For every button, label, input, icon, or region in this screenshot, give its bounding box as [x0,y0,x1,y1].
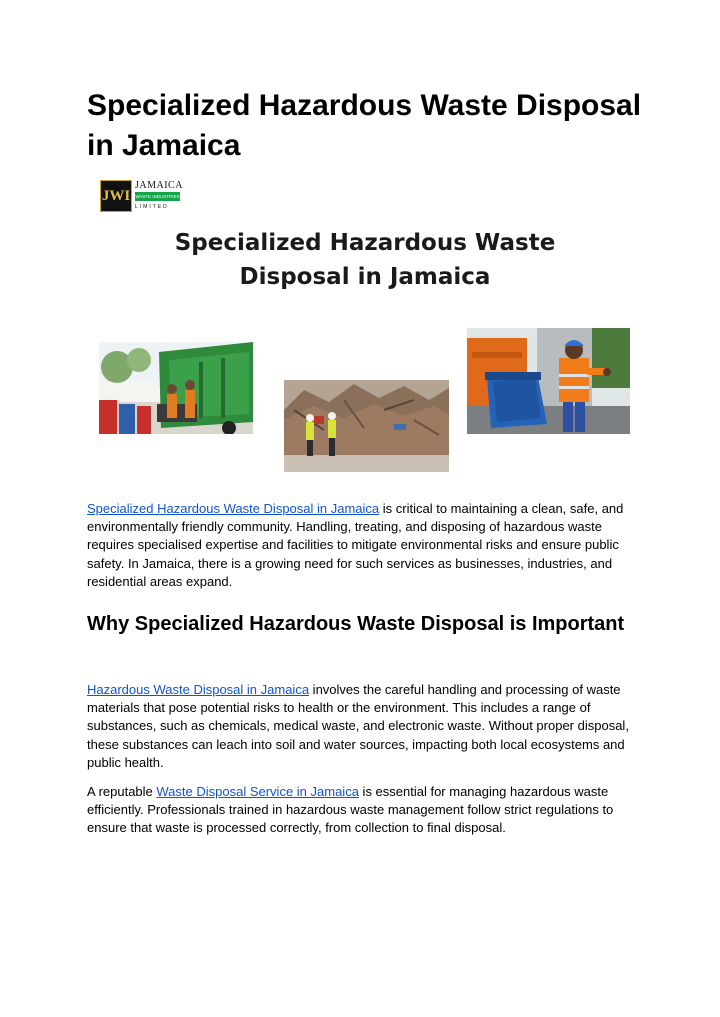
logo-monogram: JWI [100,180,132,212]
section-paragraph-2 [87,783,642,838]
banner-heading-line-1: Specialized Hazardous Waste [174,230,556,256]
scrap-yard-workers-photo [284,380,449,472]
section-heading: Why Specialized Hazardous Waste Disposal is Important [87,613,625,635]
logo-line-3: LIMITED [135,204,169,210]
garbage-truck-workers-photo [99,342,253,434]
worker-with-bins-photo [467,328,630,434]
hero-banner [95,176,635,476]
hazardous-waste-link[interactable]: Hazardous Waste Disposal in Jamaica [87,682,310,697]
logo-line-2: WASTE INDUSTRIES [135,194,180,199]
intro-link[interactable]: Specialized Hazardous Waste Disposal in Jamaica [87,501,380,516]
waste-disposal-service-link[interactable]: Waste Disposal Service in Jamaica [156,784,359,799]
banner-heading [95,226,635,294]
intro-text: is critical to maintaining a clean, safe, and environmentally friendly community. Handling, treating, and disposing of hazardous waste requires specialised expertise and facilities to mitigate environmental risks and ensure public safety. In Jamaica, there is a growing need for such services as businesses, industries, and residential areas expand. [87,501,624,589]
intro-paragraph [87,500,642,591]
logo-line-1: JAMAICA [135,180,183,191]
banner-heading-line-2: Disposal in Jamaica [239,264,491,290]
section-paragraph-1-text: involves the careful handling and processing of waste materials that pose potential risks to health or the environment. This includes a range of substances, such as chemicals, medical waste, and electronic waste. Without proper disposal, these substances can leach into soil and water sources, impacting both local ecosystems and public health. [87,682,629,770]
page-title: Specialized Hazardous Waste Disposal in Jamaica [87,89,642,162]
section-paragraph-2-lead: A reputable [87,784,157,799]
section-paragraph-2-text: is essential for managing hazardous waste efficiently. Professionals trained in hazardous waste management follow strict regulations to ensure that waste is processed correctly, from collection to final disposal. [87,784,614,836]
section-paragraph-1 [87,681,642,772]
company-logo [100,180,183,214]
